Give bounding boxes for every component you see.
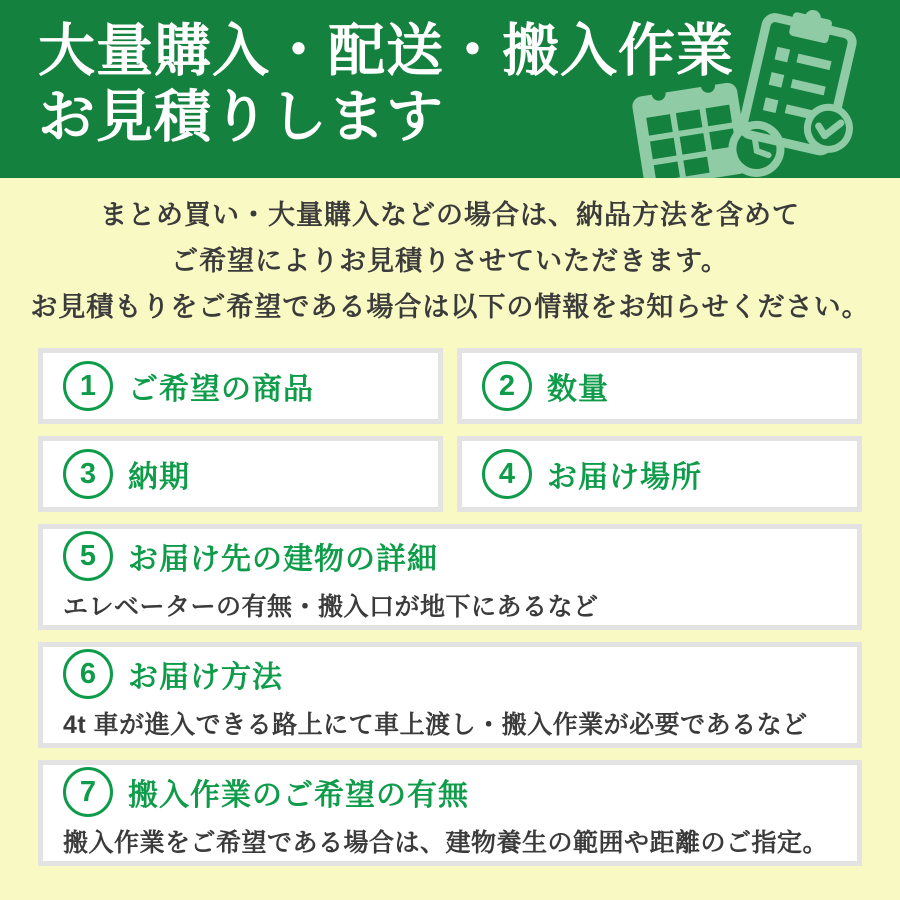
header-banner: [0, 0, 900, 178]
number-badge: 7: [63, 767, 113, 817]
item-head: [63, 361, 314, 411]
info-box-carry-in-work: [38, 760, 862, 866]
item-head: [482, 449, 702, 499]
intro-line2: ご希望によりお見積りさせていただきます。: [171, 246, 729, 276]
info-box-quantity: [457, 348, 862, 424]
item-head: [482, 361, 609, 411]
page-title: [38, 18, 734, 150]
item-title: ご希望の商品: [128, 373, 314, 406]
number-badge: 2: [482, 361, 532, 411]
info-box-delivery-date: [38, 436, 443, 512]
item-title: 搬入作業のご希望の有無: [128, 779, 469, 812]
intro-text: [0, 192, 900, 330]
number-badge: 6: [63, 649, 113, 699]
item-description: 4t 車が進入できる路上にて車上渡し・搬入作業が必要であるなど: [63, 711, 808, 739]
info-box-list: [38, 348, 862, 866]
item-head: [63, 767, 469, 817]
item-head: [63, 649, 283, 699]
info-box-desired-product: [38, 348, 443, 424]
number-badge: 1: [63, 361, 113, 411]
box-row-1: [38, 348, 862, 424]
number-badge: 3: [63, 449, 113, 499]
intro-line1: まとめ買い・大量購入などの場合は、納品方法を含めて: [100, 200, 800, 230]
item-description: 搬入作業をご希望である場合は、建物養生の範囲や距離のご指定。: [63, 829, 829, 857]
item-title: お届け方法: [128, 661, 283, 694]
info-box-building-details: [38, 524, 862, 630]
page-title-line2: お見積りします: [38, 85, 444, 149]
item-title: 数量: [547, 373, 609, 406]
item-title: お届け場所: [547, 461, 702, 494]
info-box-delivery-place: [457, 436, 862, 512]
page-title-line1: 大量購入・配送・搬入作業: [38, 19, 734, 83]
intro-line3: お見積もりをご希望である場合は以下の情報をお知らせください。: [30, 292, 870, 322]
item-description: エレベーターの有無・搬入口が地下にあるなど: [63, 593, 599, 621]
clipboard-check-icon: [729, 0, 881, 177]
item-head: [63, 531, 438, 581]
item-head: [63, 449, 190, 499]
number-badge: 4: [482, 449, 532, 499]
item-title: お届け先の建物の詳細: [128, 543, 438, 576]
item-title: 納期: [128, 461, 190, 494]
number-badge: 5: [63, 531, 113, 581]
info-box-delivery-method: [38, 642, 862, 748]
box-row-2: [38, 436, 862, 512]
